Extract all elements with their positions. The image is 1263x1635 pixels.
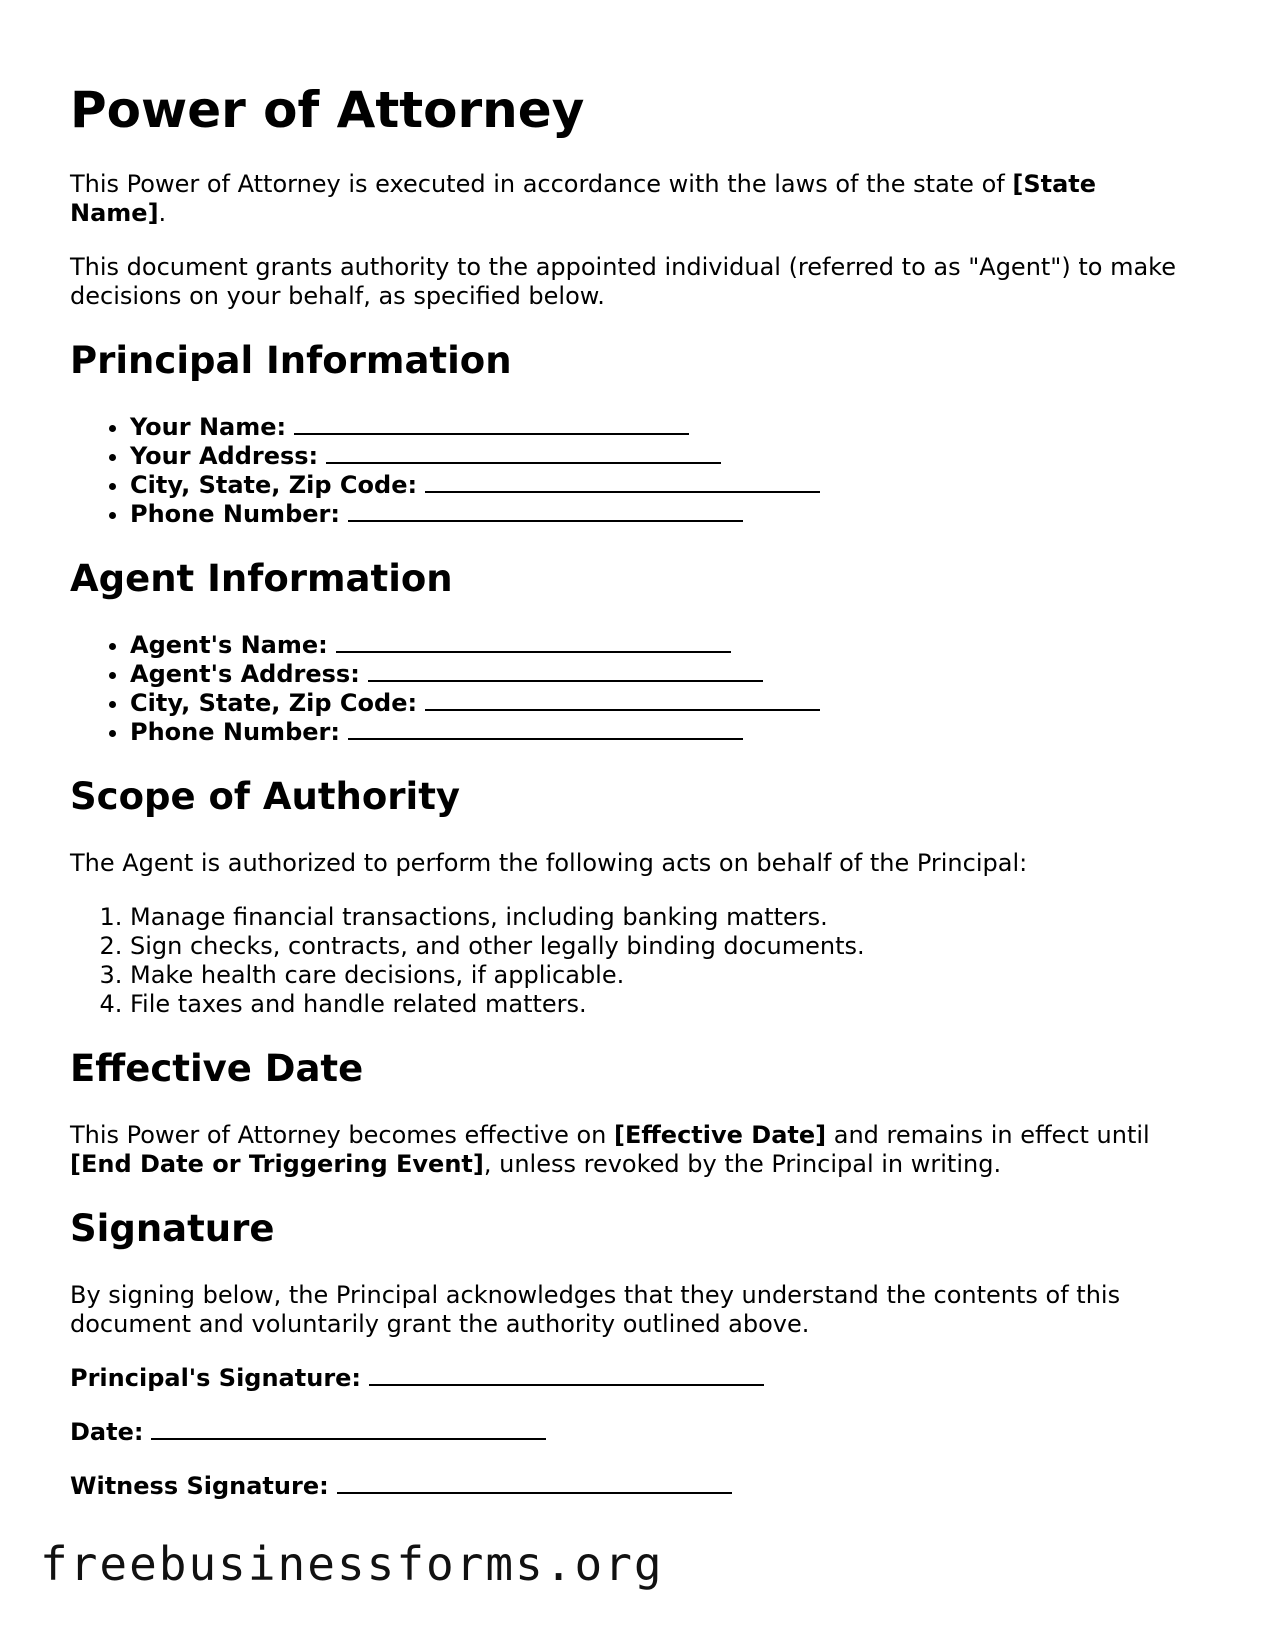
page-title: Power of Attorney <box>70 81 585 139</box>
scope-heading: Scope of Authority <box>70 775 461 818</box>
scope-list <box>70 903 1200 1019</box>
site-watermark: freebusinessforms.org <box>40 1537 664 1591</box>
date-field: Date: <box>70 1418 1200 1447</box>
signature-heading: Signature <box>70 1207 275 1250</box>
agent-fields <box>70 631 1200 747</box>
signature-blank-line[interactable] <box>369 1364 764 1386</box>
agent-phone-field: • Phone Number: <box>130 718 1200 747</box>
scope-intro: The Agent is authorized to perform the following acts on behalf of the Principal: <box>70 849 1028 877</box>
principal-name-field: • Your Name: <box>130 413 1200 442</box>
blank-line[interactable] <box>425 471 820 493</box>
blank-line[interactable] <box>368 660 763 682</box>
principal-address-field: • Your Address: <box>130 442 1200 471</box>
state-name-placeholder: [State Name] <box>70 170 1097 227</box>
agent-heading: Agent Information <box>70 557 453 600</box>
blank-line[interactable] <box>348 718 743 740</box>
effective-paragraph: This Power of Attorney becomes effective on [Effective Date] and remains in effect until [End Date or Triggering Event], unless revoked by the Principal in writing. <box>70 1121 1150 1178</box>
list-item: 3. Make health care decisions, if applicable. <box>130 961 1200 990</box>
blank-line[interactable] <box>348 500 743 522</box>
witness-signature-field: Witness Signature: <box>70 1472 1200 1501</box>
signature-paragraph: By signing below, the Principal acknowledges that they understand the contents of this document and voluntarily grant the authority outlined above. <box>70 1281 1121 1338</box>
principal-phone-field: • Phone Number: <box>130 500 1200 529</box>
agent-address-field: • Agent's Address: <box>130 660 1200 689</box>
blank-line[interactable] <box>336 631 731 653</box>
principal-fields <box>70 413 1200 529</box>
agent-city-field: • City, State, Zip Code: <box>130 689 1200 718</box>
end-date-placeholder: [End Date or Triggering Event] <box>70 1150 484 1178</box>
blank-line[interactable] <box>425 689 820 711</box>
principal-heading: Principal Information <box>70 339 512 382</box>
agent-name-field: • Agent's Name: <box>130 631 1200 660</box>
intro-paragraph-2: This document grants authority to the appointed individual (referred to as "Agent") to make decisions on your behalf, as specified below. <box>70 253 1176 310</box>
effective-date-placeholder: [Effective Date] <box>614 1121 827 1149</box>
witness-blank-line[interactable] <box>337 1472 732 1494</box>
list-item: 4. File taxes and handle related matters. <box>130 990 1200 1019</box>
document-page <box>70 80 1200 1526</box>
principal-signature-field: Principal's Signature: <box>70 1364 1200 1393</box>
principal-city-field: • City, State, Zip Code: <box>130 471 1200 500</box>
date-blank-line[interactable] <box>151 1418 546 1440</box>
intro-text: This Power of Attorney is executed in accordance with the laws of the state of <box>70 170 1013 198</box>
effective-heading: Effective Date <box>70 1047 364 1090</box>
list-item: 1. Manage financial transactions, including banking matters. <box>130 903 1200 932</box>
blank-line[interactable] <box>294 413 689 435</box>
intro-paragraph-1: This Power of Attorney is executed in accordance with the laws of the state of [State Name]. <box>70 170 1097 227</box>
blank-line[interactable] <box>326 442 721 464</box>
list-item: 2. Sign checks, contracts, and other legally binding documents. <box>130 932 1200 961</box>
